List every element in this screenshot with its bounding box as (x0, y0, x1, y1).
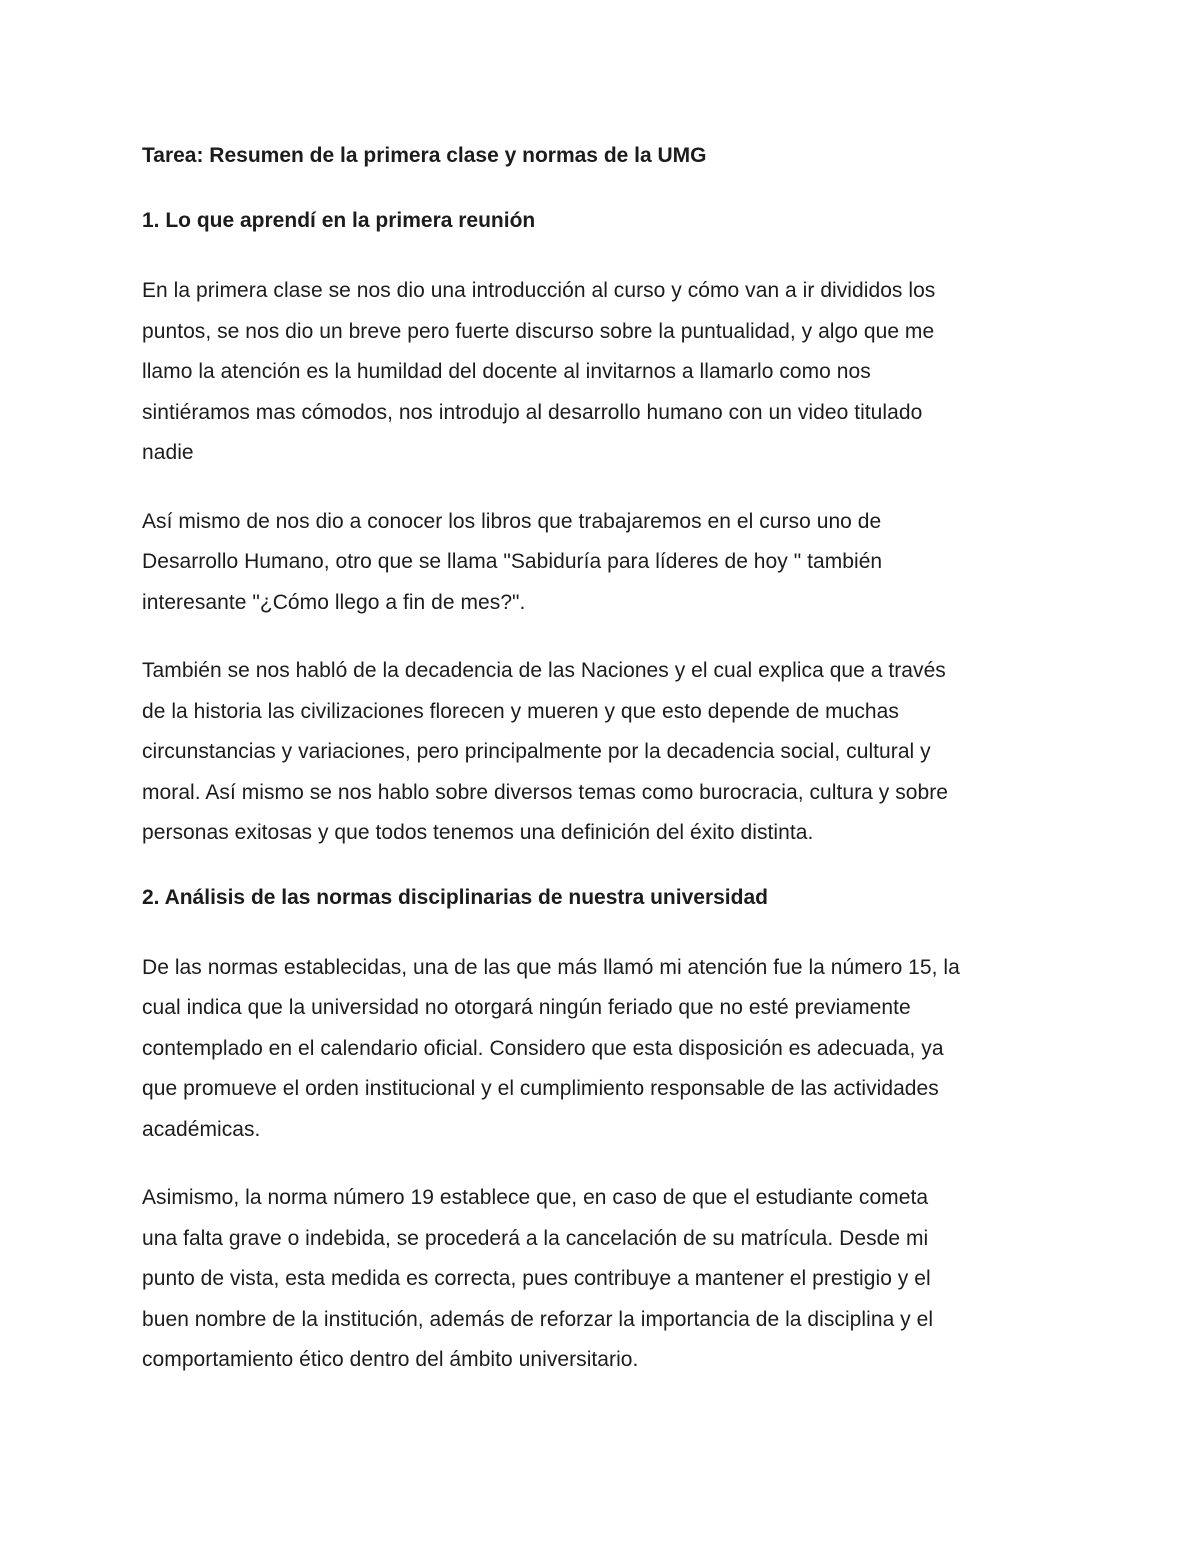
text-line: En la primera clase se nos dio una introducción al curso y cómo van a ir divididos los (142, 279, 936, 302)
text-line: buen nombre de la institución, además de reforzar la importancia de la disciplina y el (142, 1307, 934, 1331)
document-title: Tarea: Resumen de la primera clase y normas de la UMG (142, 144, 707, 167)
text-line: Desarrollo Humano, otro que se llama "Sabiduría para líderes de hoy " también (142, 550, 883, 573)
text-line: una falta grave o indebida, se procederá a la cancelación de su matrícula. Desde mi (142, 1226, 929, 1250)
section-1-paragraph-1 (142, 271, 1060, 474)
section-2-paragraph-2 (142, 1178, 1060, 1381)
text-line: De las normas establecidas, una de las que más llamó mi atención fue la número 15, la (142, 955, 960, 979)
section-2-paragraph-1 (142, 948, 1060, 1151)
text-line: circunstancias y variaciones, pero principalmente por la decadencia social, cultural y (142, 740, 931, 763)
text-line: que promueve el orden institucional y el cumplimiento responsable de las actividades (142, 1077, 939, 1100)
text-line: contemplado en el calendario oficial. Considero que esta disposición es adecuada, ya (142, 1036, 944, 1060)
text-line: Así mismo de nos dio a conocer los libros que trabajaremos en el curso uno de (142, 509, 882, 533)
text-line: personas exitosas y que todos tenemos una definición del éxito distinta. (142, 821, 814, 844)
text-line: llamo la atención es la humildad del docente al invitarnos a llamarlo como nos (142, 360, 871, 383)
text-line: moral. Así mismo se nos hablo sobre diversos temas como burocracia, cultura y sobre (142, 780, 948, 804)
text-line: punto de vista, esta medida es correcta, pues contribuye a mantener el prestigio y el (142, 1267, 931, 1290)
section-2-heading: 2. Análisis de las normas disciplinarias de nuestra universidad (142, 885, 768, 909)
text-line: Asimismo, la norma número 19 establece que, en caso de que el estudiante cometa (142, 1186, 929, 1209)
text-line: También se nos habló de la decadencia de las Naciones y el cual explica que a través (142, 659, 946, 682)
text-line: sintiéramos mas cómodos, nos introdujo al desarrollo humano con un video titulado (142, 400, 923, 424)
text-line: nadie (142, 441, 194, 464)
text-line: puntos, se nos dio un breve pero fuerte discurso sobre la puntualidad, y algo que me (142, 319, 935, 343)
section-1-heading: 1. Lo que aprendí en la primera reunión (142, 209, 536, 232)
text-line: académicas. (142, 1117, 261, 1141)
text-line: interesante "¿Cómo llego a fin de mes?". (142, 590, 526, 614)
text-line: comportamiento ético dentro del ámbito universitario. (142, 1348, 639, 1371)
text-line: cual indica que la universidad no otorgará ningún feriado que no esté previamente (142, 996, 911, 1019)
section-1-paragraph-3 (142, 651, 1060, 854)
text-line: de la historia las civilizaciones florecen y mueren y que esto depende de muchas (142, 699, 899, 723)
section-1-paragraph-2 (142, 502, 1060, 624)
